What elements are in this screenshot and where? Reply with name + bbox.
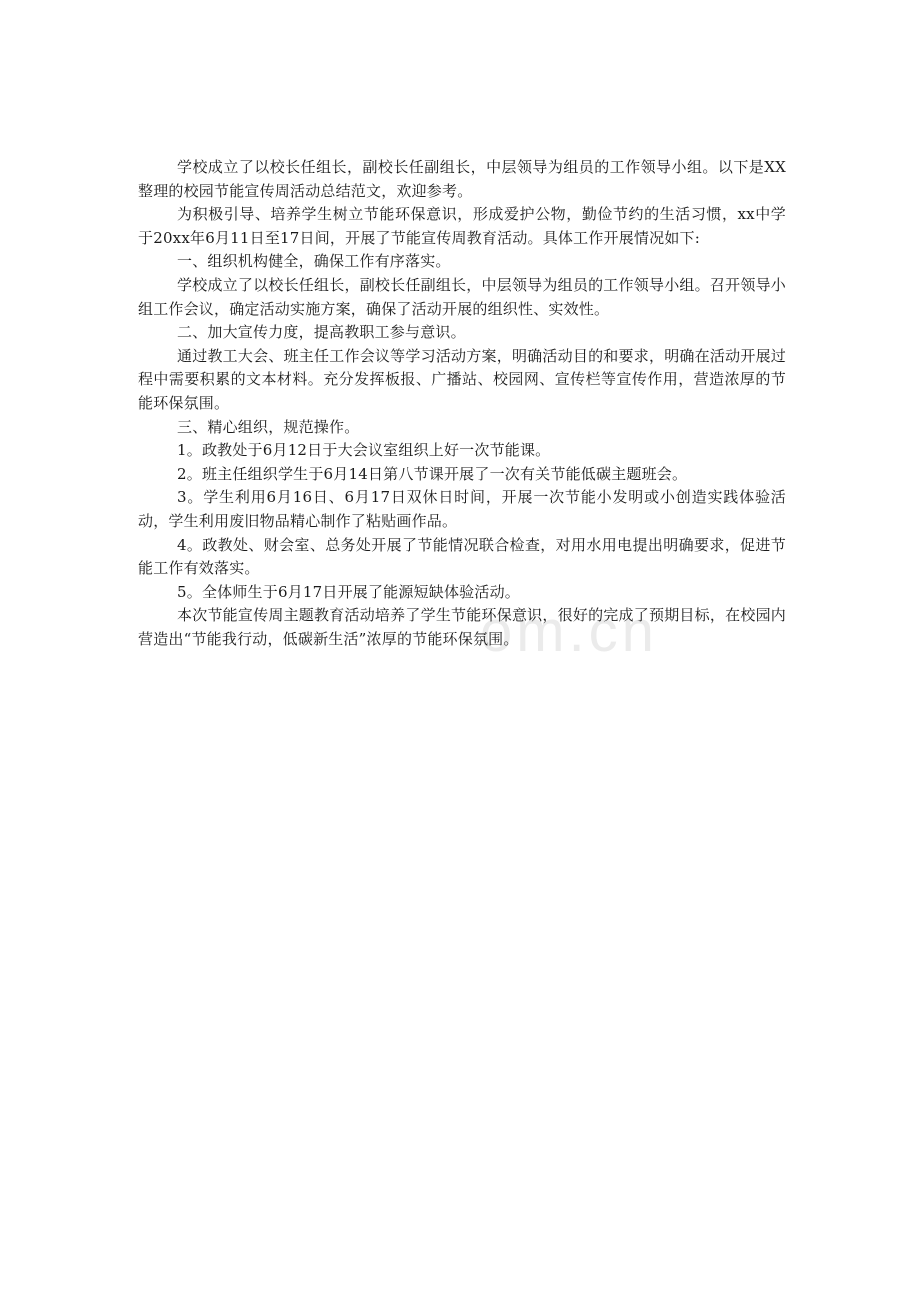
list-item-2: 2。班主任组织学生于6月14日第八节课开展了一次有关节能低碳主题班会。 [177, 464, 688, 483]
list-item-5: 5。全体师生于6月17日开展了能源短缺体验活动。 [177, 582, 520, 601]
section-heading-3: 三、精心组织，规范操作。 [177, 417, 360, 436]
paragraph-conclusion: 本次节能宣传周主题教育活动培养了学生节能环保意识，很好的完成了预期目标，在校园内营造出“节能我行动，低碳新生活”浓厚的节能环保氛围。 [138, 606, 786, 648]
list-item-4: 4。政教处、财会室、总务处开展了节能情况联合检查，对用水用电提出明确要求，促进节能工作有效落实。 [138, 535, 786, 578]
paragraph-section-2: 通过教工大会、班主任工作会议等学习活动方案，明确活动目的和要求，明确在活动开展过程中需要积累的文本材料。充分发挥板报、广播站、校园网、宣传栏等宣传作用，营造浓厚的节能环保氛围。 [138, 346, 786, 412]
paragraph-intro: 学校成立了以校长任组长，副校长任副组长，中层领导为组员的工作领导小组。以下是XX整理的校园节能宣传周活动总结范文，欢迎参考。 [138, 158, 786, 200]
document-body [138, 156, 786, 651]
section-heading-2: 二、加大宣传力度，提高教职工参与意识。 [177, 323, 466, 342]
watermark: om.cn [480, 599, 658, 664]
paragraph-background: 为积极引导、培养学生树立节能环保意识，形成爱护公物，勤俭节约的生活习惯，xx中学于20xx年6月11日至17日间，开展了节能宣传周教育活动。具体工作开展情况如下: [138, 205, 786, 247]
list-item-1: 1。政教处于6月12日于大会议室组织上好一次节能课。 [177, 441, 551, 460]
section-heading-1: 一、组织机构健全，确保工作有序落实。 [177, 252, 451, 271]
list-item-3: 3。学生利用6月16日、6月17日双休日时间，开展一次节能小发明或小创造实践体验活动，学生利用废旧物品精心制作了粘贴画作品。 [138, 488, 786, 530]
paragraph-section-1: 学校成立了以校长任组长，副校长任副组长，中层领导为组员的工作领导小组。召开领导小组工作会议，确定活动实施方案，确保了活动开展的组织性、实效性。 [138, 275, 786, 318]
